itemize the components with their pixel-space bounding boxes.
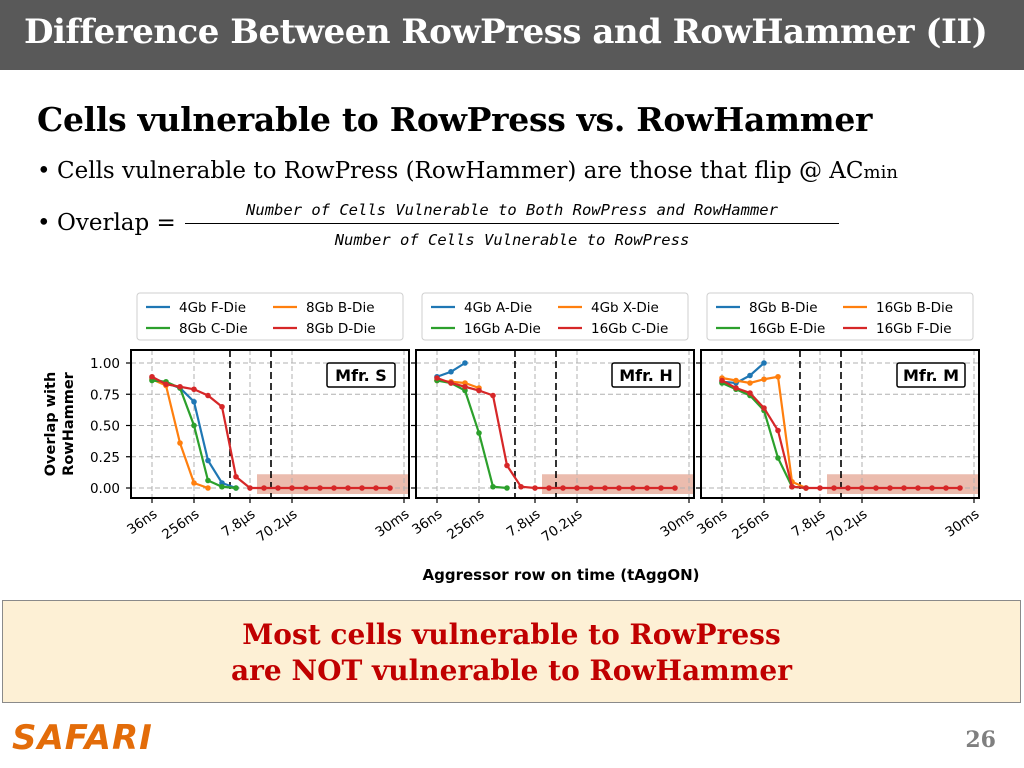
data-point xyxy=(191,480,197,486)
y-tick-label: 0.00 xyxy=(89,481,120,497)
data-point xyxy=(915,485,921,491)
data-point xyxy=(191,423,197,429)
bullet-overlap xyxy=(37,210,176,236)
safari-logo: SAFARI xyxy=(12,718,153,758)
data-point xyxy=(191,386,197,392)
legend-label: 8Gb C-Die xyxy=(179,321,248,337)
data-point xyxy=(345,485,351,491)
x-tick-label: 256ns xyxy=(729,506,773,543)
data-point xyxy=(775,455,781,461)
data-point xyxy=(205,478,211,484)
x-tick-label: 7.8μs xyxy=(218,506,259,541)
data-point xyxy=(957,485,963,491)
legend-label: 16Gb B-Die xyxy=(876,300,954,316)
data-point xyxy=(275,485,281,491)
fraction-numerator: Number of Cells Vulnerable to Both RowPress and RowHammer xyxy=(246,201,778,219)
x-tick-label: 30ms xyxy=(657,506,698,541)
data-point xyxy=(219,404,225,410)
data-point xyxy=(761,405,767,411)
data-point xyxy=(859,485,865,491)
legend-label: 4Gb X-Die xyxy=(591,300,659,316)
data-point xyxy=(672,485,678,491)
data-point xyxy=(205,458,211,464)
data-point xyxy=(630,485,636,491)
data-point xyxy=(219,484,225,490)
data-point xyxy=(761,376,767,382)
takeaway-line-1: Most cells vulnerable to RowPress xyxy=(242,618,781,651)
bullet-dot: • xyxy=(37,158,51,184)
data-point xyxy=(490,484,496,490)
legend xyxy=(707,293,973,340)
legend-label: 4Gb A-Die xyxy=(464,300,533,316)
data-point xyxy=(205,485,211,491)
data-point xyxy=(462,384,468,390)
data-point xyxy=(901,485,907,491)
y-axis-label-line: Overlap with xyxy=(43,371,59,477)
data-point xyxy=(490,393,496,399)
data-point xyxy=(644,485,650,491)
x-tick-label: 7.8μs xyxy=(788,506,829,541)
manufacturer-label: Mfr. H xyxy=(619,366,673,385)
data-point xyxy=(359,485,365,491)
fraction-bar xyxy=(185,223,839,224)
data-point xyxy=(303,485,309,491)
takeaway-callout xyxy=(2,600,1021,703)
y-axis-label xyxy=(43,371,77,476)
overlap-chart xyxy=(0,285,1024,590)
manufacturer-label: Mfr. S xyxy=(335,366,387,385)
chart-panel xyxy=(409,293,697,545)
legend-label: 16Gb A-Die xyxy=(464,321,541,337)
page-number: 26 xyxy=(965,727,996,753)
data-point xyxy=(247,485,253,491)
y-tick-label: 0.75 xyxy=(89,387,120,404)
data-point xyxy=(873,485,879,491)
x-tick-label: 36ns xyxy=(124,506,161,539)
data-point xyxy=(733,385,739,391)
y-tick-label: 0.25 xyxy=(89,449,120,466)
legend-label: 4Gb F-Die xyxy=(179,300,246,316)
data-point xyxy=(462,360,468,366)
bullet-definition-text: Cells vulnerable to RowPress (RowHammer) are those that flip @ AC xyxy=(57,158,864,184)
manufacturer-label: Mfr. M xyxy=(902,366,960,385)
shaded-region xyxy=(542,474,694,494)
data-point xyxy=(658,485,664,491)
x-tick-label: 70.2μs xyxy=(538,506,586,546)
data-point xyxy=(733,378,739,384)
x-tick-label: 7.8μs xyxy=(503,506,544,541)
data-point xyxy=(233,485,239,491)
data-point xyxy=(747,380,753,386)
data-point xyxy=(761,360,767,366)
series-line xyxy=(152,379,208,488)
data-point xyxy=(289,485,295,491)
data-point xyxy=(191,399,197,405)
legend xyxy=(422,293,688,340)
title-bar xyxy=(0,0,1024,70)
overlap-fraction xyxy=(185,198,839,251)
data-point xyxy=(546,485,552,491)
x-tick-label: 256ns xyxy=(444,506,488,543)
legend-label: 8Gb B-Die xyxy=(749,300,818,316)
x-axis-label: Aggressor row on time (tAggON) xyxy=(422,566,700,584)
data-point xyxy=(149,374,155,380)
bullet-definition xyxy=(37,158,898,184)
data-point xyxy=(448,380,454,386)
data-point xyxy=(518,484,524,490)
legend xyxy=(137,293,403,340)
data-point xyxy=(929,485,935,491)
data-point xyxy=(448,369,454,375)
x-tick-label: 36ns xyxy=(409,506,446,539)
data-point xyxy=(602,485,608,491)
legend-label: 8Gb B-Die xyxy=(306,300,375,316)
data-point xyxy=(775,428,781,434)
data-point xyxy=(588,485,594,491)
x-tick-label: 30ms xyxy=(942,506,983,541)
series-line xyxy=(437,381,507,489)
shaded-region xyxy=(827,474,979,494)
x-tick-label: 30ms xyxy=(372,506,413,541)
legend-label: 16Gb C-Die xyxy=(591,321,669,337)
legend-label: 16Gb E-Die xyxy=(749,321,826,337)
legend-label: 16Gb F-Die xyxy=(876,321,952,337)
bullet-definition-subscript: min xyxy=(863,162,898,183)
chart-panel xyxy=(694,293,982,545)
x-tick-label: 256ns xyxy=(159,506,203,543)
bullet-dot: • xyxy=(37,210,51,236)
data-point xyxy=(887,485,893,491)
x-tick-label: 70.2μs xyxy=(253,506,301,546)
bullet-overlap-label: Overlap = xyxy=(57,210,176,236)
data-point xyxy=(205,393,211,399)
data-point xyxy=(831,485,837,491)
x-tick-label: 70.2μs xyxy=(823,506,871,546)
data-point xyxy=(261,485,267,491)
fraction-denominator: Number of Cells Vulnerable to RowPress xyxy=(334,231,690,249)
shaded-region xyxy=(257,474,409,494)
data-point xyxy=(616,485,622,491)
data-point xyxy=(845,485,851,491)
y-tick-label: 0.50 xyxy=(89,418,120,435)
slide-title: Difference Between RowPress and RowHammer (II) xyxy=(24,12,988,52)
x-tick-label: 36ns xyxy=(694,506,731,539)
data-point xyxy=(177,440,183,446)
data-point xyxy=(331,485,337,491)
takeaway-line-2: are NOT vulnerable to RowHammer xyxy=(231,654,792,687)
data-point xyxy=(504,463,510,469)
data-point xyxy=(532,485,538,491)
chart-panel xyxy=(124,293,412,545)
data-point xyxy=(775,374,781,380)
data-point xyxy=(719,378,725,384)
data-point xyxy=(574,485,580,491)
data-point xyxy=(373,485,379,491)
data-point xyxy=(317,485,323,491)
data-point xyxy=(943,485,949,491)
data-point xyxy=(504,485,510,491)
y-axis-label-line: RowHammer xyxy=(61,372,77,476)
data-point xyxy=(817,485,823,491)
data-point xyxy=(560,485,566,491)
y-tick-label: 1.00 xyxy=(89,356,120,372)
data-point xyxy=(233,474,239,480)
data-point xyxy=(747,390,753,396)
data-point xyxy=(434,375,440,381)
data-point xyxy=(387,485,393,491)
data-point xyxy=(177,384,183,390)
slide-subtitle: Cells vulnerable to RowPress vs. RowHammer xyxy=(37,100,873,139)
data-point xyxy=(163,381,169,387)
data-point xyxy=(803,485,809,491)
data-point xyxy=(476,388,482,394)
data-point xyxy=(747,373,753,379)
data-point xyxy=(476,430,482,436)
legend-label: 8Gb D-Die xyxy=(306,321,376,337)
data-point xyxy=(789,484,795,490)
